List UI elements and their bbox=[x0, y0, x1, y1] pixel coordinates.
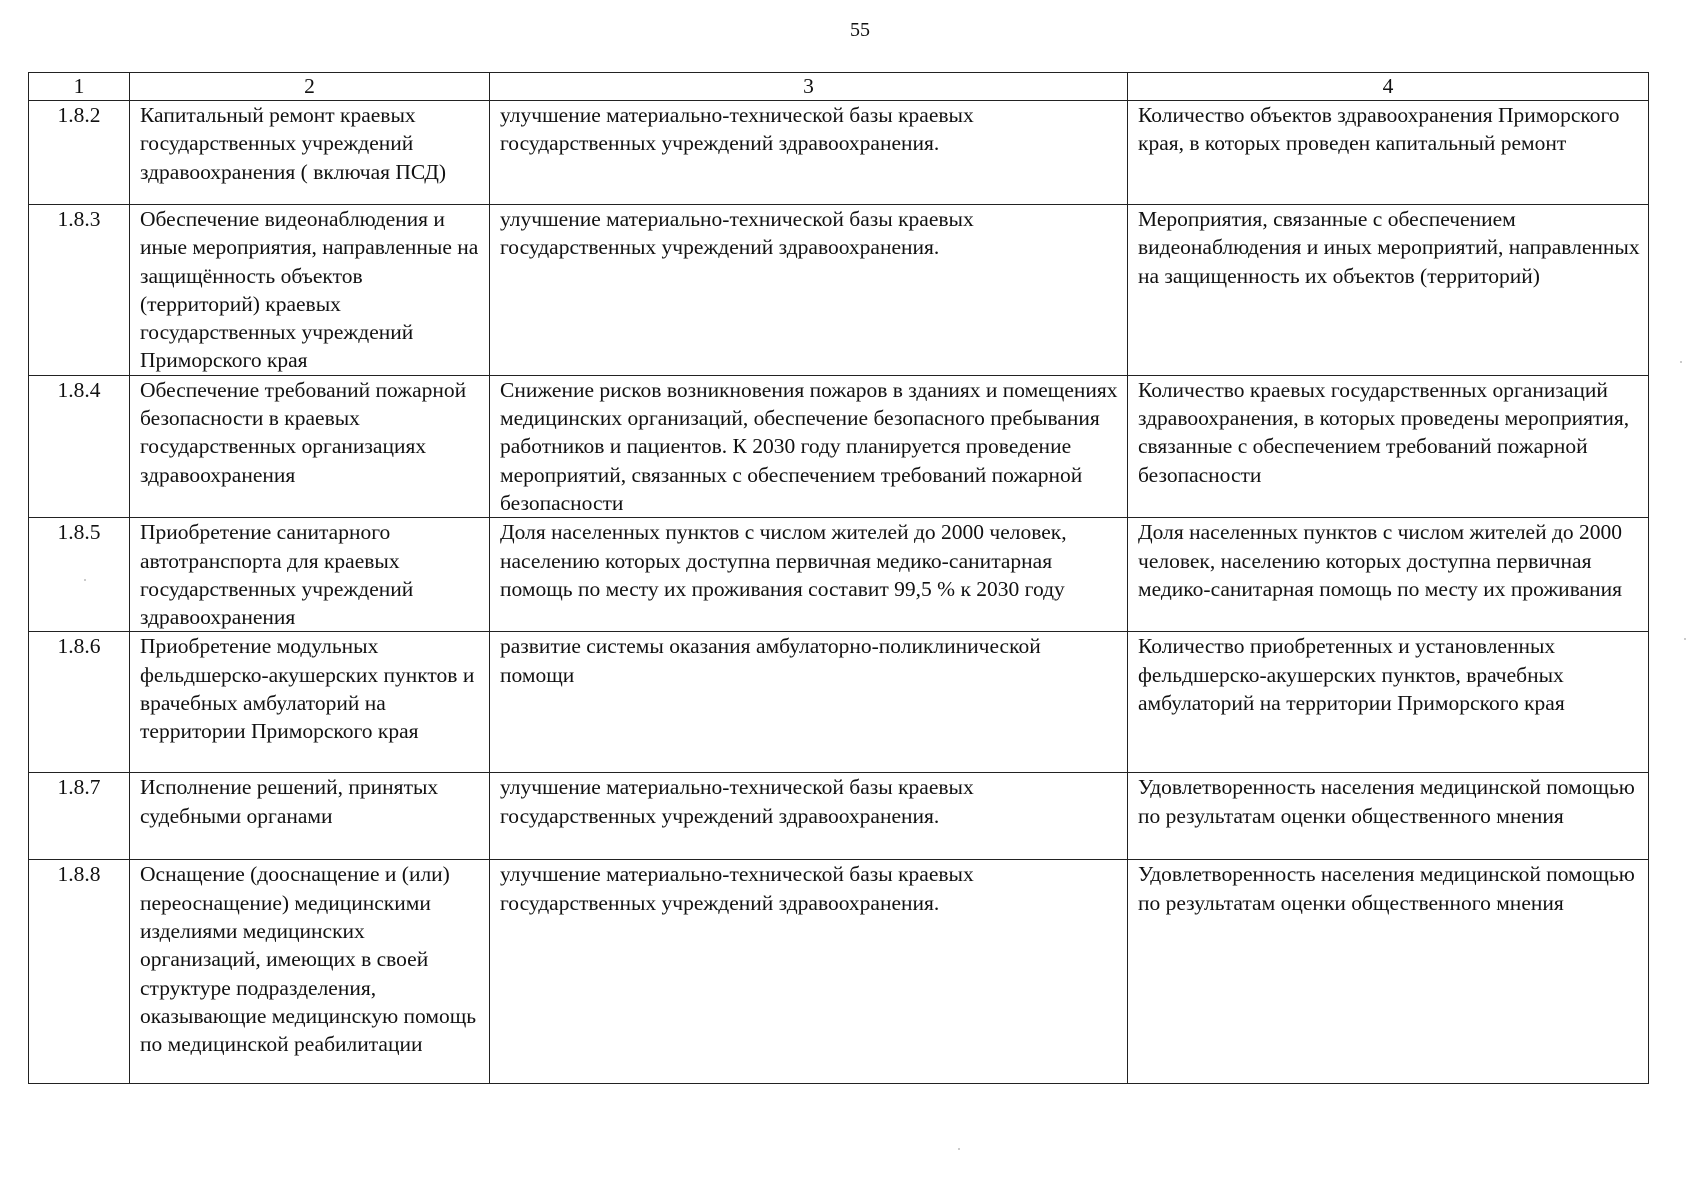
measure-name: Оснащение (дооснащение и (или) переоснащение) медицинскими изделиями медицинских организаций, имеющих в своей структуре подразделения, оказывающие медицинскую помощь по медицинской реабилитации bbox=[130, 860, 490, 1084]
indicator: Мероприятия, связанные с обеспечением видеонаблюдения и иных мероприятий, направленных на защищенность их объектов (территорий) bbox=[1128, 205, 1649, 376]
table-header bbox=[29, 73, 1649, 101]
indicator: Количество объектов здравоохранения Приморского края, в которых проведен капитальный ремонт bbox=[1128, 101, 1649, 205]
row-number: 1.8.4 bbox=[29, 375, 130, 517]
expected-result: улучшение материально-технической базы краевых государственных учреждений здравоохранения. bbox=[490, 773, 1128, 860]
header-row bbox=[29, 73, 1649, 101]
row-number: 1.8.2 bbox=[29, 101, 130, 205]
expected-result: улучшение материально-технической базы краевых государственных учреждений здравоохранения. bbox=[490, 101, 1128, 205]
column-header-1: 1 bbox=[29, 73, 130, 101]
table-body bbox=[29, 101, 1649, 1084]
expected-result: Доля населенных пунктов с числом жителей до 2000 человек, населению которых доступна первичная медико-санитарная помощь по месту их проживания составит 99,5 % к 2030 году bbox=[490, 518, 1128, 632]
measure-name: Приобретение модульных фельдшерско-акушерских пунктов и врачебных амбулаторий на территории Приморского края bbox=[130, 632, 490, 773]
scan-speck bbox=[1684, 638, 1686, 640]
measure-name: Обеспечение требований пожарной безопасности в краевых государственных организациях здравоохранения bbox=[130, 375, 490, 517]
indicator: Количество краевых государственных организаций здравоохранения, в которых проведены мероприятия, связанные с обеспечением требований пожарной безопасности bbox=[1128, 375, 1649, 517]
expected-result: Снижение рисков возникновения пожаров в зданиях и помещениях медицинских организаций, обеспечение безопасного пребывания работников и пациентов. К 2030 году планируется проведение мероприятий, связанных с обеспечением требований пожарной безопасности bbox=[490, 375, 1128, 517]
measure-name: Приобретение санитарного автотранспорта для краевых государственных учреждений здравоохранения bbox=[130, 518, 490, 632]
expected-result: развитие системы оказания амбулаторно-поликлинической помощи bbox=[490, 632, 1128, 773]
measure-name: Исполнение решений, принятых судебными органами bbox=[130, 773, 490, 860]
expected-result: улучшение материально-технической базы краевых государственных учреждений здравоохранения. bbox=[490, 205, 1128, 376]
column-header-3: 3 bbox=[490, 73, 1128, 101]
table-row bbox=[29, 101, 1649, 205]
scan-speck bbox=[958, 1148, 960, 1150]
row-number: 1.8.5 bbox=[29, 518, 130, 632]
scan-speck bbox=[84, 579, 86, 581]
table-row bbox=[29, 860, 1649, 1084]
row-number: 1.8.7 bbox=[29, 773, 130, 860]
indicator: Удовлетворенность населения медицинской помощью по результатам оценки общественного мнения bbox=[1128, 773, 1649, 860]
indicator: Удовлетворенность населения медицинской помощью по результатам оценки общественного мнения bbox=[1128, 860, 1649, 1084]
table-row bbox=[29, 773, 1649, 860]
measure-name: Капитальный ремонт краевых государственных учреждений здравоохранения ( включая ПСД) bbox=[130, 101, 490, 205]
column-header-4: 4 bbox=[1128, 73, 1649, 101]
page-number: 55 bbox=[850, 19, 870, 41]
table-row bbox=[29, 518, 1649, 632]
row-number: 1.8.6 bbox=[29, 632, 130, 773]
table-row bbox=[29, 205, 1649, 376]
row-number: 1.8.8 bbox=[29, 860, 130, 1084]
indicator: Доля населенных пунктов с числом жителей до 2000 человек, населению которых доступна первичная медико-санитарная помощь по месту их проживания bbox=[1128, 518, 1649, 632]
table-row bbox=[29, 632, 1649, 773]
table-row bbox=[29, 375, 1649, 517]
column-header-2: 2 bbox=[130, 73, 490, 101]
indicator: Количество приобретенных и установленных фельдшерско-акушерских пунктов, врачебных амбулаторий на территории Приморского края bbox=[1128, 632, 1649, 773]
expected-result: улучшение материально-технической базы краевых государственных учреждений здравоохранения. bbox=[490, 860, 1128, 1084]
scan-speck bbox=[1680, 361, 1682, 363]
measure-name: Обеспечение видеонаблюдения и иные мероприятия, направленные на защищённость объектов (территорий) краевых государственных учреждений Приморского края bbox=[130, 205, 490, 376]
row-number: 1.8.3 bbox=[29, 205, 130, 376]
measures-table bbox=[28, 72, 1649, 1084]
